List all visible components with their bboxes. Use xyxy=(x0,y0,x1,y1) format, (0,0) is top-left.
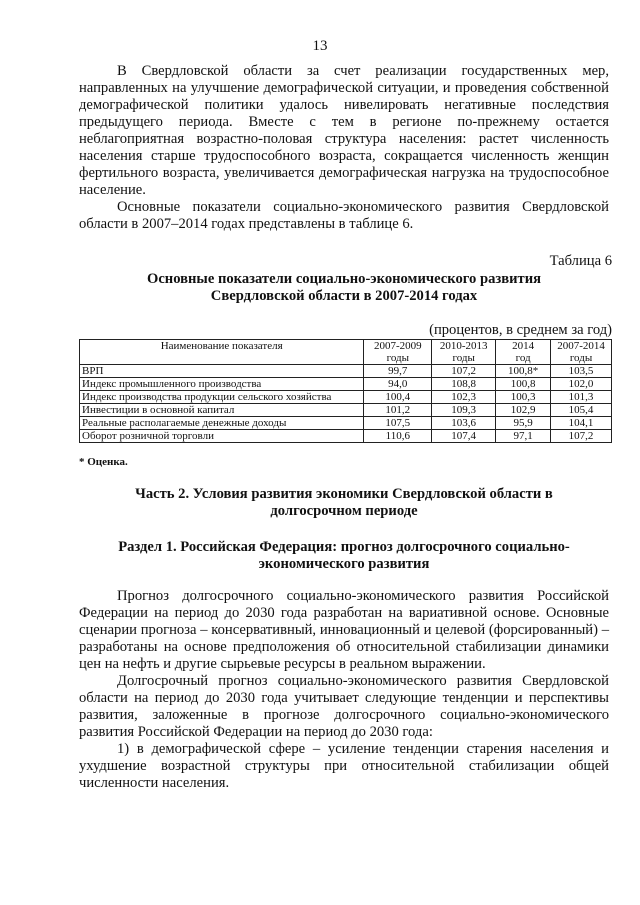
row-name: Индекс производства продукции сельского хозяйства xyxy=(80,391,364,404)
row-value: 94,0 xyxy=(364,378,432,391)
table-row xyxy=(80,404,612,417)
intro-text xyxy=(79,63,609,233)
table-note: * Оценка. xyxy=(79,456,128,468)
header-col-3: 2014 год xyxy=(496,340,551,365)
header-col-4: 2007-2014 годы xyxy=(551,340,612,365)
table-title-line-2: Свердловской области в 2007-2014 годах xyxy=(210,288,478,304)
row-value: 108,8 xyxy=(432,378,496,391)
body-text xyxy=(79,588,609,792)
header-col-2: 2010-2013 годы xyxy=(432,340,496,365)
table-row xyxy=(80,378,612,391)
row-value: 102,3 xyxy=(432,391,496,404)
table-row xyxy=(80,417,612,430)
row-name: Инвестиции в основной капитал xyxy=(80,404,364,417)
table-row xyxy=(80,430,612,443)
row-value: 100,4 xyxy=(364,391,432,404)
row-name: ВРП xyxy=(80,365,364,378)
row-value: 99,7 xyxy=(364,365,432,378)
part2-heading-line-1: Часть 2. Условия развития экономики Свердловской области в xyxy=(135,486,553,502)
row-value: 103,6 xyxy=(432,417,496,430)
header-col-1: 2007-2009 годы xyxy=(364,340,432,365)
body-paragraph-3: 1) в демографической сфере – усиление тенденции старения населения и ухудшение возрастной структуры при относительной стабилизации общей численности населения. xyxy=(79,741,609,791)
row-value: 107,4 xyxy=(432,430,496,443)
table-unit: (процентов, в среднем за год) xyxy=(429,322,612,338)
table-row xyxy=(80,365,612,378)
row-name: Реальные располагаемые денежные доходы xyxy=(80,417,364,430)
row-value: 101,2 xyxy=(364,404,432,417)
row-value: 100,8* xyxy=(496,365,551,378)
table-title xyxy=(79,271,609,305)
body-paragraph-1: Прогноз долгосрочного социально-экономического развития Российской Федерации на период до 2030 года разработан на вариативной основе. Основные сценарии прогноза – консервативный, инновационный и целевой (форсированный) – разработаны на основе предположения об относительной стабилизации динамики цен на нефть и другие сырьевые ресурсы в реальном выражении. xyxy=(79,588,609,672)
page-number: 13 xyxy=(312,38,328,54)
row-value: 101,3 xyxy=(551,391,612,404)
intro-paragraph-1: В Свердловской области за счет реализации государственных мер, направленных на улучшение демографической ситуации, и проведения собственной демографической политики удалось нивелировать негативные последствия предыдущего периода. Вместе с тем в регионе по-прежнему остается неблагоприятная возрастно-половая структура населения: растет численность населения старше трудоспособного возраста, сокращается численность женщин фертильного возраста, увеличивается демографическая нагрузка на трудоспособное население. xyxy=(79,63,609,198)
row-value: 110,6 xyxy=(364,430,432,443)
row-value: 107,5 xyxy=(364,417,432,430)
table-header-row xyxy=(80,340,612,365)
row-value: 102,0 xyxy=(551,378,612,391)
section1-heading-line-1: Раздел 1. Российская Федерация: прогноз долгосрочного социально- xyxy=(118,539,570,555)
part2-heading xyxy=(79,486,609,520)
row-value: 104,1 xyxy=(551,417,612,430)
row-value: 97,1 xyxy=(496,430,551,443)
table-row xyxy=(80,391,612,404)
row-value: 100,8 xyxy=(496,378,551,391)
row-value: 107,2 xyxy=(551,430,612,443)
part2-heading-line-2: долгосрочном периоде xyxy=(270,503,418,519)
body-paragraph-2: Долгосрочный прогноз социально-экономического развития Свердловской области на период до 2030 года учитывает следующие тенденции и перспективы развития, заложенные в прогнозе долгосрочного социально-экономического развития Российской Федерации на период до 2030 года: xyxy=(79,673,609,740)
row-value: 109,3 xyxy=(432,404,496,417)
intro-paragraph-2: Основные показатели социально-экономического развития Свердловской области в 2007–2014 годах представлены в таблице 6. xyxy=(79,199,609,232)
table-label: Таблица 6 xyxy=(549,253,612,269)
row-value: 105,4 xyxy=(551,404,612,417)
row-value: 107,2 xyxy=(432,365,496,378)
row-name: Индекс промышленного производства xyxy=(80,378,364,391)
section1-heading xyxy=(79,539,609,573)
row-name: Оборот розничной торговли xyxy=(80,430,364,443)
header-name: Наименование показателя xyxy=(80,340,364,365)
row-value: 100,3 xyxy=(496,391,551,404)
row-value: 102,9 xyxy=(496,404,551,417)
indicators-table xyxy=(79,339,612,443)
row-value: 95,9 xyxy=(496,417,551,430)
table-title-line-1: Основные показатели социально-экономического развития xyxy=(146,271,542,287)
row-value: 103,5 xyxy=(551,365,612,378)
section1-heading-line-2: экономического развития xyxy=(258,556,430,572)
